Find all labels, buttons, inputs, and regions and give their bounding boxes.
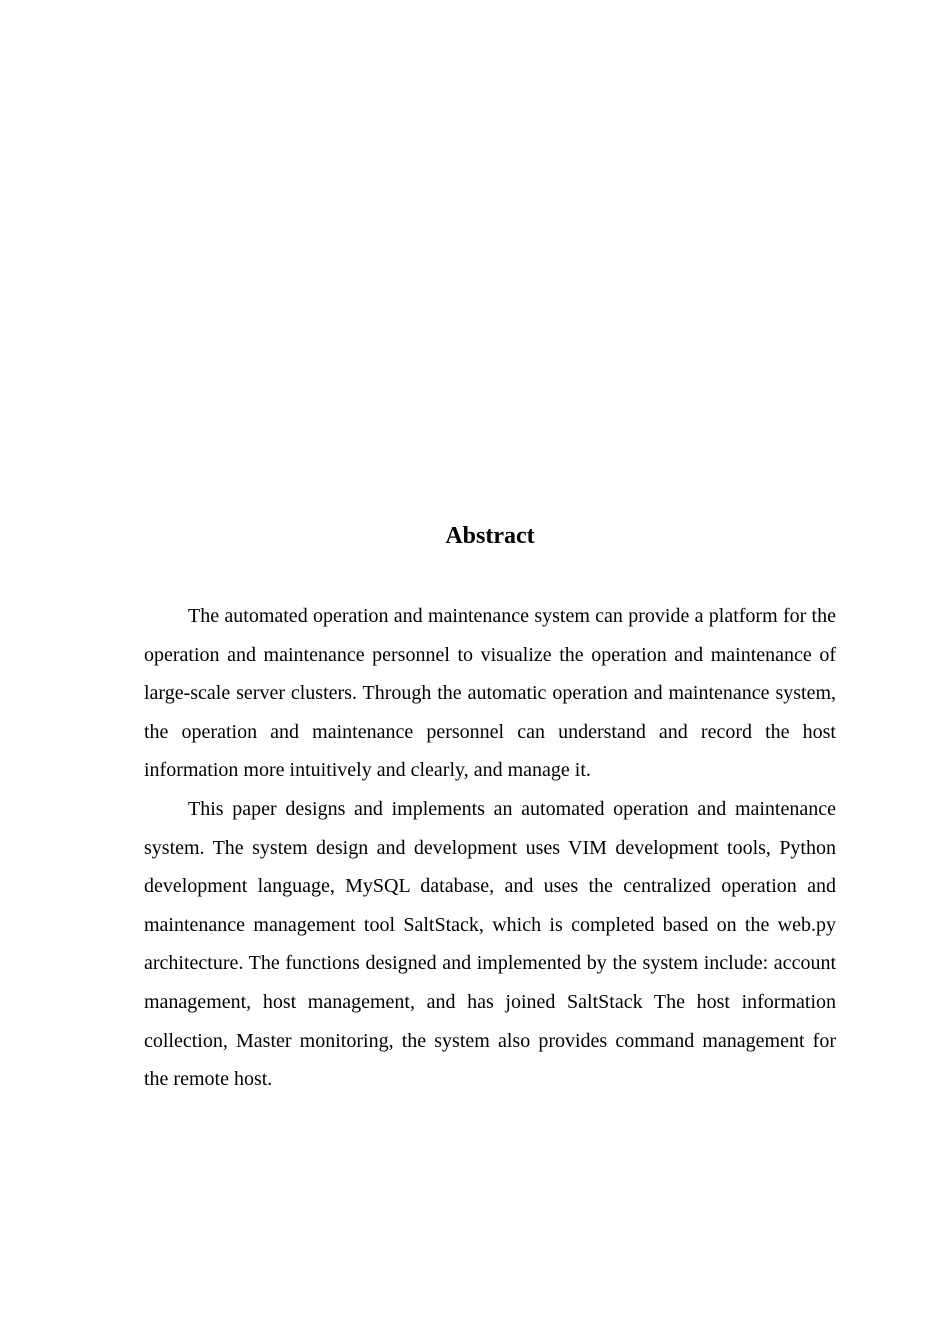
abstract-paragraph-2: This paper designs and implements an automated operation and maintenance system. The system design and development uses VIM development tools, Python development language, MySQL database, and uses the centralized operation and maintenance management tool SaltStack, which is completed based on the web.py architecture. The functions designed and implemented by the system include: account management, host management, and has joined SaltStack The host information collection, Master monitoring, the system also provides command management for the remote host. xyxy=(144,797,836,1091)
abstract-paragraph-1: The automated operation and maintenance system can provide a platform for the operation and maintenance personnel to visualize the operation and maintenance of large-scale server clusters. Through the automatic operation and maintenance system, the operation and maintenance personnel can understand and record the host information more intuitively and clearly, and manage it. xyxy=(144,605,836,782)
abstract-heading: Abstract xyxy=(445,523,535,549)
abstract-body xyxy=(144,597,836,1099)
